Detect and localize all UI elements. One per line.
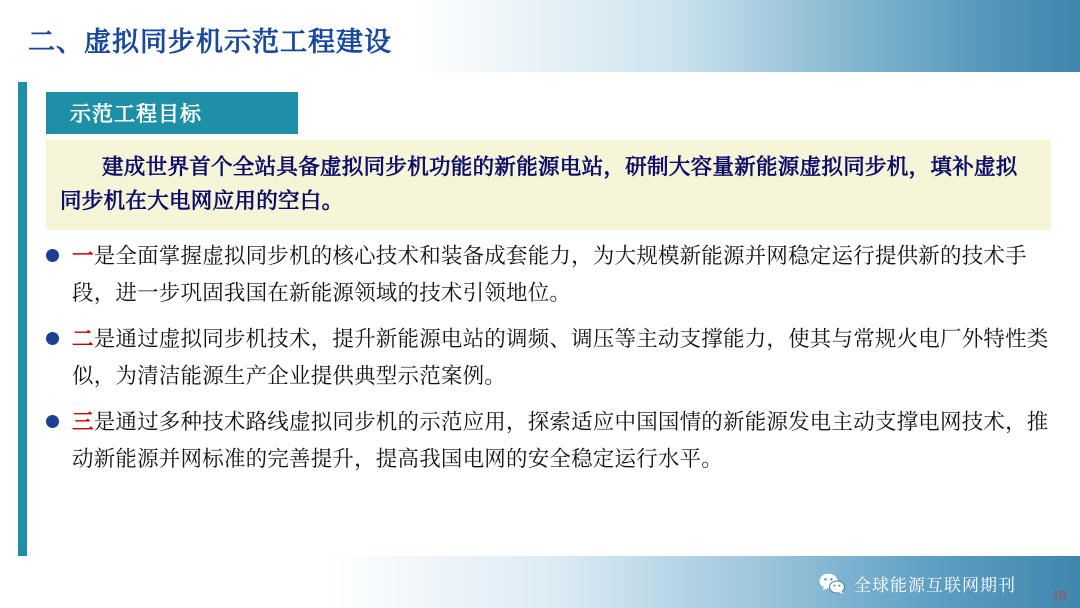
list-item-ordinal: 三	[72, 410, 94, 434]
list-item	[46, 321, 1056, 395]
page-title: 二、虚拟同步机示范工程建设	[28, 27, 392, 57]
list-item-body: 是通过多种技术路线虚拟同步机的示范应用，探索适应中国国情的新能源发电主动支撑电网技术，推动新能源并网标准的完善提升，提高我国电网的安全稳定运行水平。	[72, 410, 1049, 471]
list-item-text	[72, 404, 1056, 478]
wechat-icon	[819, 573, 845, 595]
list-item-ordinal: 二	[72, 327, 94, 351]
left-accent-bar	[18, 82, 27, 592]
list-item-ordinal: 一	[72, 244, 94, 268]
bullet-list	[46, 238, 1056, 487]
list-item-body: 是通过虚拟同步机技术，提升新能源电站的调频、调压等主动支撑能力，使其与常规火电厂外特性类似，为清洁能源生产企业提供典型示范案例。	[72, 327, 1049, 388]
list-item-text	[72, 321, 1056, 395]
section-tab	[46, 92, 298, 134]
highlight-box	[46, 140, 1051, 230]
highlight-text: 建成世界首个全站具备虚拟同步机功能的新能源电站，研制大容量新能源虚拟同步机，填补虚拟同步机在大电网应用的空白。	[60, 155, 1018, 213]
footer-brand	[819, 571, 1016, 596]
list-item	[46, 238, 1056, 312]
bullet-dot-icon	[46, 415, 59, 428]
section-tab-label: 示范工程目标	[70, 103, 202, 126]
bullet-dot-icon	[46, 332, 59, 345]
page-number: 10	[1052, 588, 1066, 602]
list-item-body: 是全面掌握虚拟同步机的核心技术和装备成套能力，为大规模新能源并网稳定运行提供新的技术手段，进一步巩固我国在新能源领域的技术引领地位。	[72, 244, 1027, 305]
list-item	[46, 404, 1056, 478]
bullet-dot-icon	[46, 249, 59, 262]
list-item-text	[72, 238, 1056, 312]
footer-brand-label: 全球能源互联网期刊	[854, 576, 1016, 595]
